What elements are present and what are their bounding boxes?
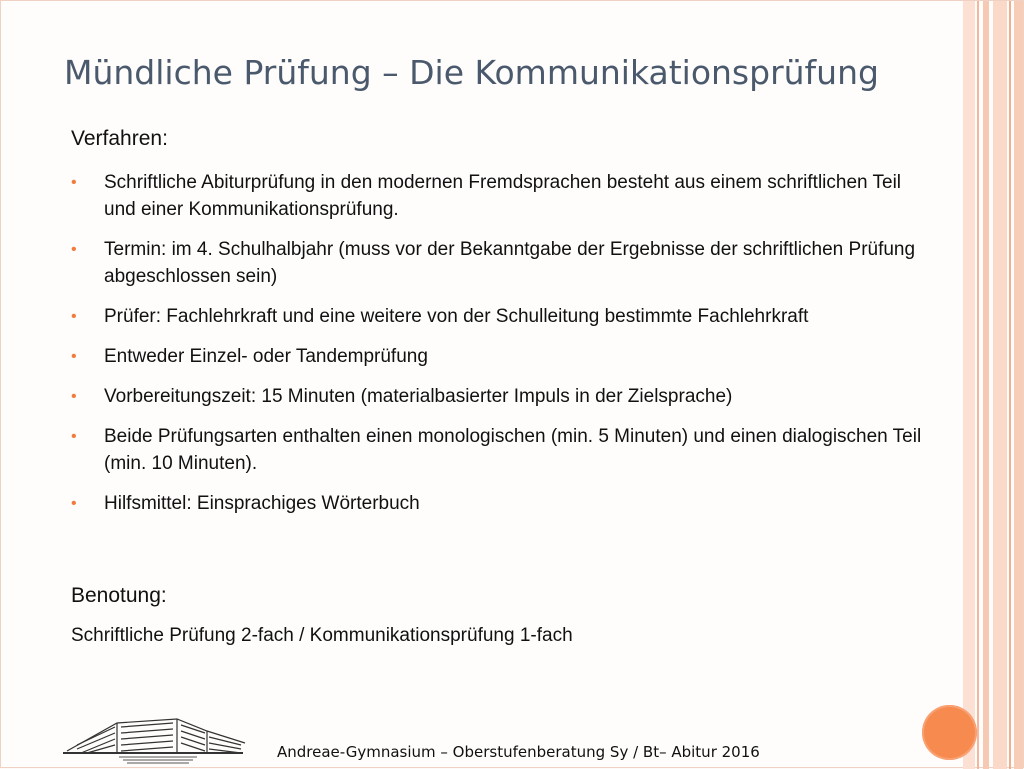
list-item: [71, 490, 931, 517]
procedure-list: [71, 169, 931, 530]
school-building-logo: [57, 709, 247, 765]
slide-title: Mündliche Prüfung – Die Kommunikationsprüfung: [64, 53, 879, 92]
grading-heading: Benotung:: [71, 584, 167, 607]
list-item-text: Prüfer: Fachlehrkraft und eine weitere von der Schulleitung bestimmte Fachlehrkraft: [104, 306, 809, 327]
list-item-text: Entweder Einzel- oder Tandemprüfung: [104, 346, 428, 367]
list-item: [71, 343, 931, 370]
list-item-text: Vorbereitungszeit: 15 Minuten (materialbasierter Impuls in der Zielsprache): [104, 386, 733, 407]
list-item: [71, 423, 931, 477]
list-item-text: Termin: im 4. Schulhalbjahr (muss vor der Bekanntgabe der Ergebnisse der schriftlichen Prüfung abgeschlossen sein): [104, 239, 916, 287]
bullet-icon: •: [71, 241, 77, 258]
bullet-icon: •: [71, 428, 77, 445]
decorative-stripes: [963, 1, 1023, 769]
decorative-circle: [922, 705, 977, 760]
list-item-text: Schriftliche Abiturprüfung in den modernen Fremdsprachen besteht aus einem schriftlichen Teil und einer Kommunikationsprüfung.: [104, 172, 902, 220]
bullet-icon: •: [71, 495, 77, 512]
list-item: [71, 236, 931, 290]
list-item-text: Hilfsmittel: Einsprachiges Wörterbuch: [104, 493, 420, 514]
list-item-text: Beide Prüfungsarten enthalten einen monologischen (min. 5 Minuten) und einen dialogischen Teil (min. 10 Minuten).: [104, 426, 922, 474]
list-item: [71, 169, 931, 223]
footer-text: Andreae-Gymnasium – Oberstufenberatung Sy / Bt– Abitur 2016: [277, 743, 760, 761]
bullet-icon: •: [71, 308, 77, 325]
list-item: [71, 383, 931, 410]
procedure-heading: Verfahren:: [71, 127, 168, 150]
bullet-icon: •: [71, 388, 77, 405]
bullet-icon: •: [71, 348, 77, 365]
list-item: [71, 303, 931, 330]
bullet-icon: •: [71, 174, 77, 191]
grading-text: Schriftliche Prüfung 2-fach / Kommunikationsprüfung 1-fach: [71, 625, 573, 646]
